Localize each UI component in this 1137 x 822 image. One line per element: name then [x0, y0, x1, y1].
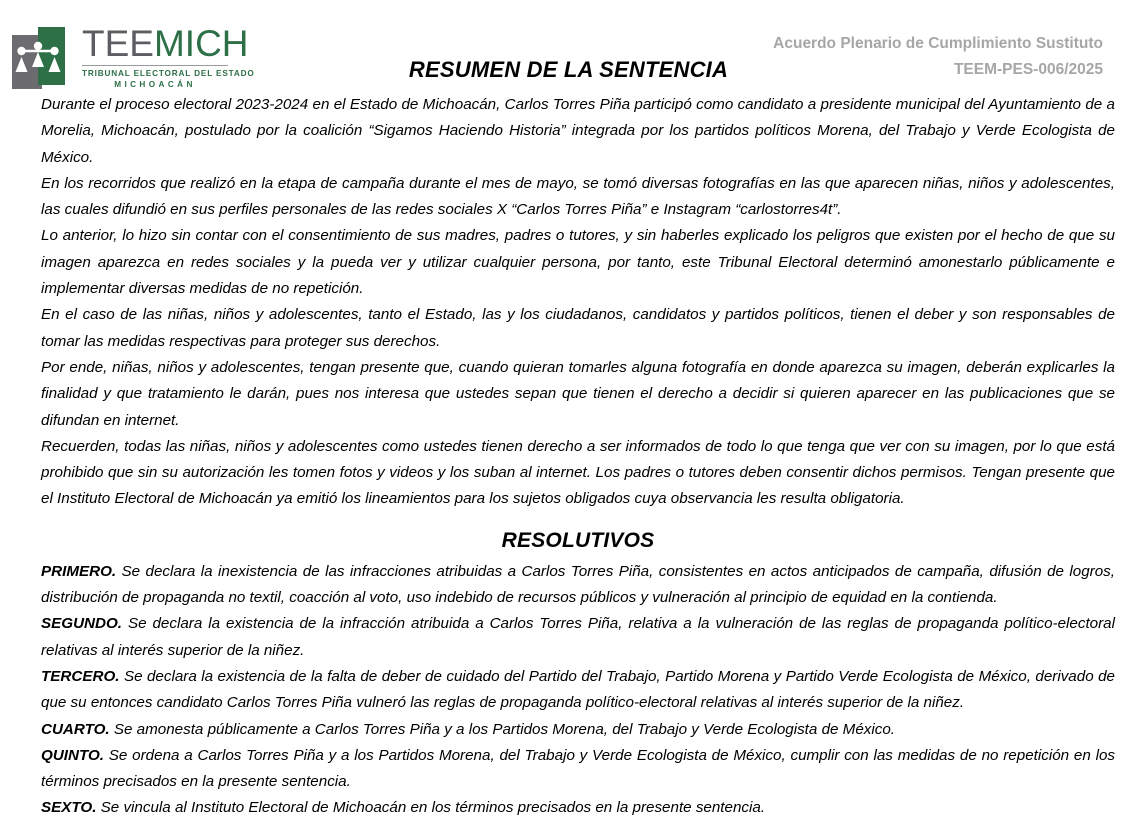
resolutivo-item	[41, 795, 1115, 821]
resolutivo-item	[41, 743, 1115, 796]
resolutivo-text: Se vincula al Instituto Electoral de Michoacán en los términos precisados en la presente sentencia.	[96, 799, 766, 817]
resolutivo-text: Se amonesta públicamente a Carlos Torres Piña y a los Partidos Morena, del Trabajo y Verde Ecologista de México.	[109, 720, 896, 738]
resolutivo-text: Se declara la existencia de la infracción atribuida a Carlos Torres Piña, relativa a la vulneración de las reglas de propaganda político-electoral relativas al interés superior de la niñez.	[41, 615, 1115, 659]
resolutivo-label: TERCERO.	[41, 667, 120, 685]
resolutivo-label: CUARTO.	[41, 720, 110, 738]
body-paragraph: Lo anterior, lo hizo sin contar con el consentimiento de sus madres, padres o tutores, y sin haberles explicado los peligros que existen por el hecho de que su imagen aparezca en redes sociales y la pueda ver y utilizar cualquier persona, por tanto, este Tribunal Electoral determinó amonestarlo públicamente e implementar diversas medidas de no repetición.	[41, 227, 1115, 298]
body-paragraph: En los recorridos que realizó en la etapa de campaña durante el mes de mayo, se tomó diversas fotografías en las que aparecen niñas, niños y adolescentes, las cuales difundió en sus perfiles personales de las redes sociales X “Carlos Torres Piña” e Instagram “carlostorres4t”.	[41, 174, 1115, 219]
body-paragraph: Recuerden, todas las niñas, niños y adolescentes como ustedes tienen derecho a ser informados de todo lo que tenga que ver con su imagen, por lo que está prohibido que sin su autorización les tomen fotos y videos y los suban al internet. Los padres o tutores deben consentir dichos permisos. Tengan presente que el Instituto Electoral de Michoacán ya emitió los lineamientos para los sujetos obligados cuya observancia les resulta obligatoria.	[41, 437, 1115, 508]
logo-wordmark-tee: TEE	[82, 23, 154, 64]
logo-wordmark-mich: MICH	[153, 23, 249, 64]
resolutivo-text: Se declara la inexistencia de las infracciones atribuidas a Carlos Torres Piña, consistentes en actos anticipados de campaña, difusión de logros, distribución de propaganda no textil, coacción al voto, uso indebido de recursos públicos y vulneración al principio de equidad en la contienda.	[41, 562, 1115, 607]
resolutivo-label: SEXTO.	[41, 799, 97, 817]
body-paragraph: Por ende, niñas, niños y adolescentes, tengan presente que, cuando quieran tomarles alguna fotografía en donde aparezca su imagen, deberán explicarles la finalidad y que tratamiento le darán, pues nos interesa que ustedes sepan que tienen el derecho a decidir si quieren aparecer en las publicaciones que se difundan en internet.	[41, 358, 1115, 429]
document-case-number: TEEM-PES-006/2025	[953, 61, 1103, 78]
document-header	[0, 0, 1137, 92]
resolutivo-item	[41, 559, 1115, 612]
logo-subtitle-line2: MICHOACÁN	[114, 80, 196, 89]
document-body	[41, 92, 1115, 822]
body-paragraph: En el caso de las niñas, niños y adolescentes, tanto el Estado, las y los ciudadanos, candidatos y partidos políticos, tienen el deber y son responsables de tomar las medidas respectivas para proteger sus derechos.	[41, 306, 1115, 350]
resolutivo-label: PRIMERO.	[41, 562, 117, 580]
document-type-label: Acuerdo Plenario de Cumplimiento Sustituto	[773, 35, 1103, 52]
resolutivo-item	[41, 717, 1115, 743]
logo-subtitle-line1: TRIBUNAL ELECTORAL DEL ESTADO	[82, 69, 255, 78]
resolutivo-item	[41, 664, 1115, 717]
resolutivo-text: Se ordena a Carlos Torres Piña y a los Partidos Morena, del Trabajo y Verde Ecologista de México, cumplir con las medidas de no repetición en los términos precisados en la presente sentencia.	[41, 746, 1115, 791]
resolutivo-text: Se declara la existencia de la falta de deber de cuidado del Partido del Trabajo, Partido Morena y Partido Verde Ecologista de México, derivado de que su entonces candidato Carlos Torres Piña vulneró las reglas de propaganda político-electoral relativas al interés superior de la niñez.	[41, 667, 1115, 712]
page-title: RESUMEN DE LA SENTENCIA	[408, 57, 729, 82]
resolutivo-label: QUINTO.	[41, 746, 105, 764]
document-reference	[773, 31, 1103, 83]
section-title-resolutivos: RESOLUTIVOS	[501, 528, 655, 552]
body-paragraph: Durante el proceso electoral 2023-2024 en el Estado de Michoacán, Carlos Torres Piña participó como candidato a presidente municipal del Ayuntamiento de a Morelia, Michoacán, postulado por la coalición “Sigamos Haciendo Historia” integrada por los partidos políticos Morena, del Trabajo y Verde Ecologista de México.	[41, 96, 1115, 166]
resolutivo-item	[41, 611, 1115, 664]
resolutivo-label: SEGUNDO.	[41, 615, 123, 633]
